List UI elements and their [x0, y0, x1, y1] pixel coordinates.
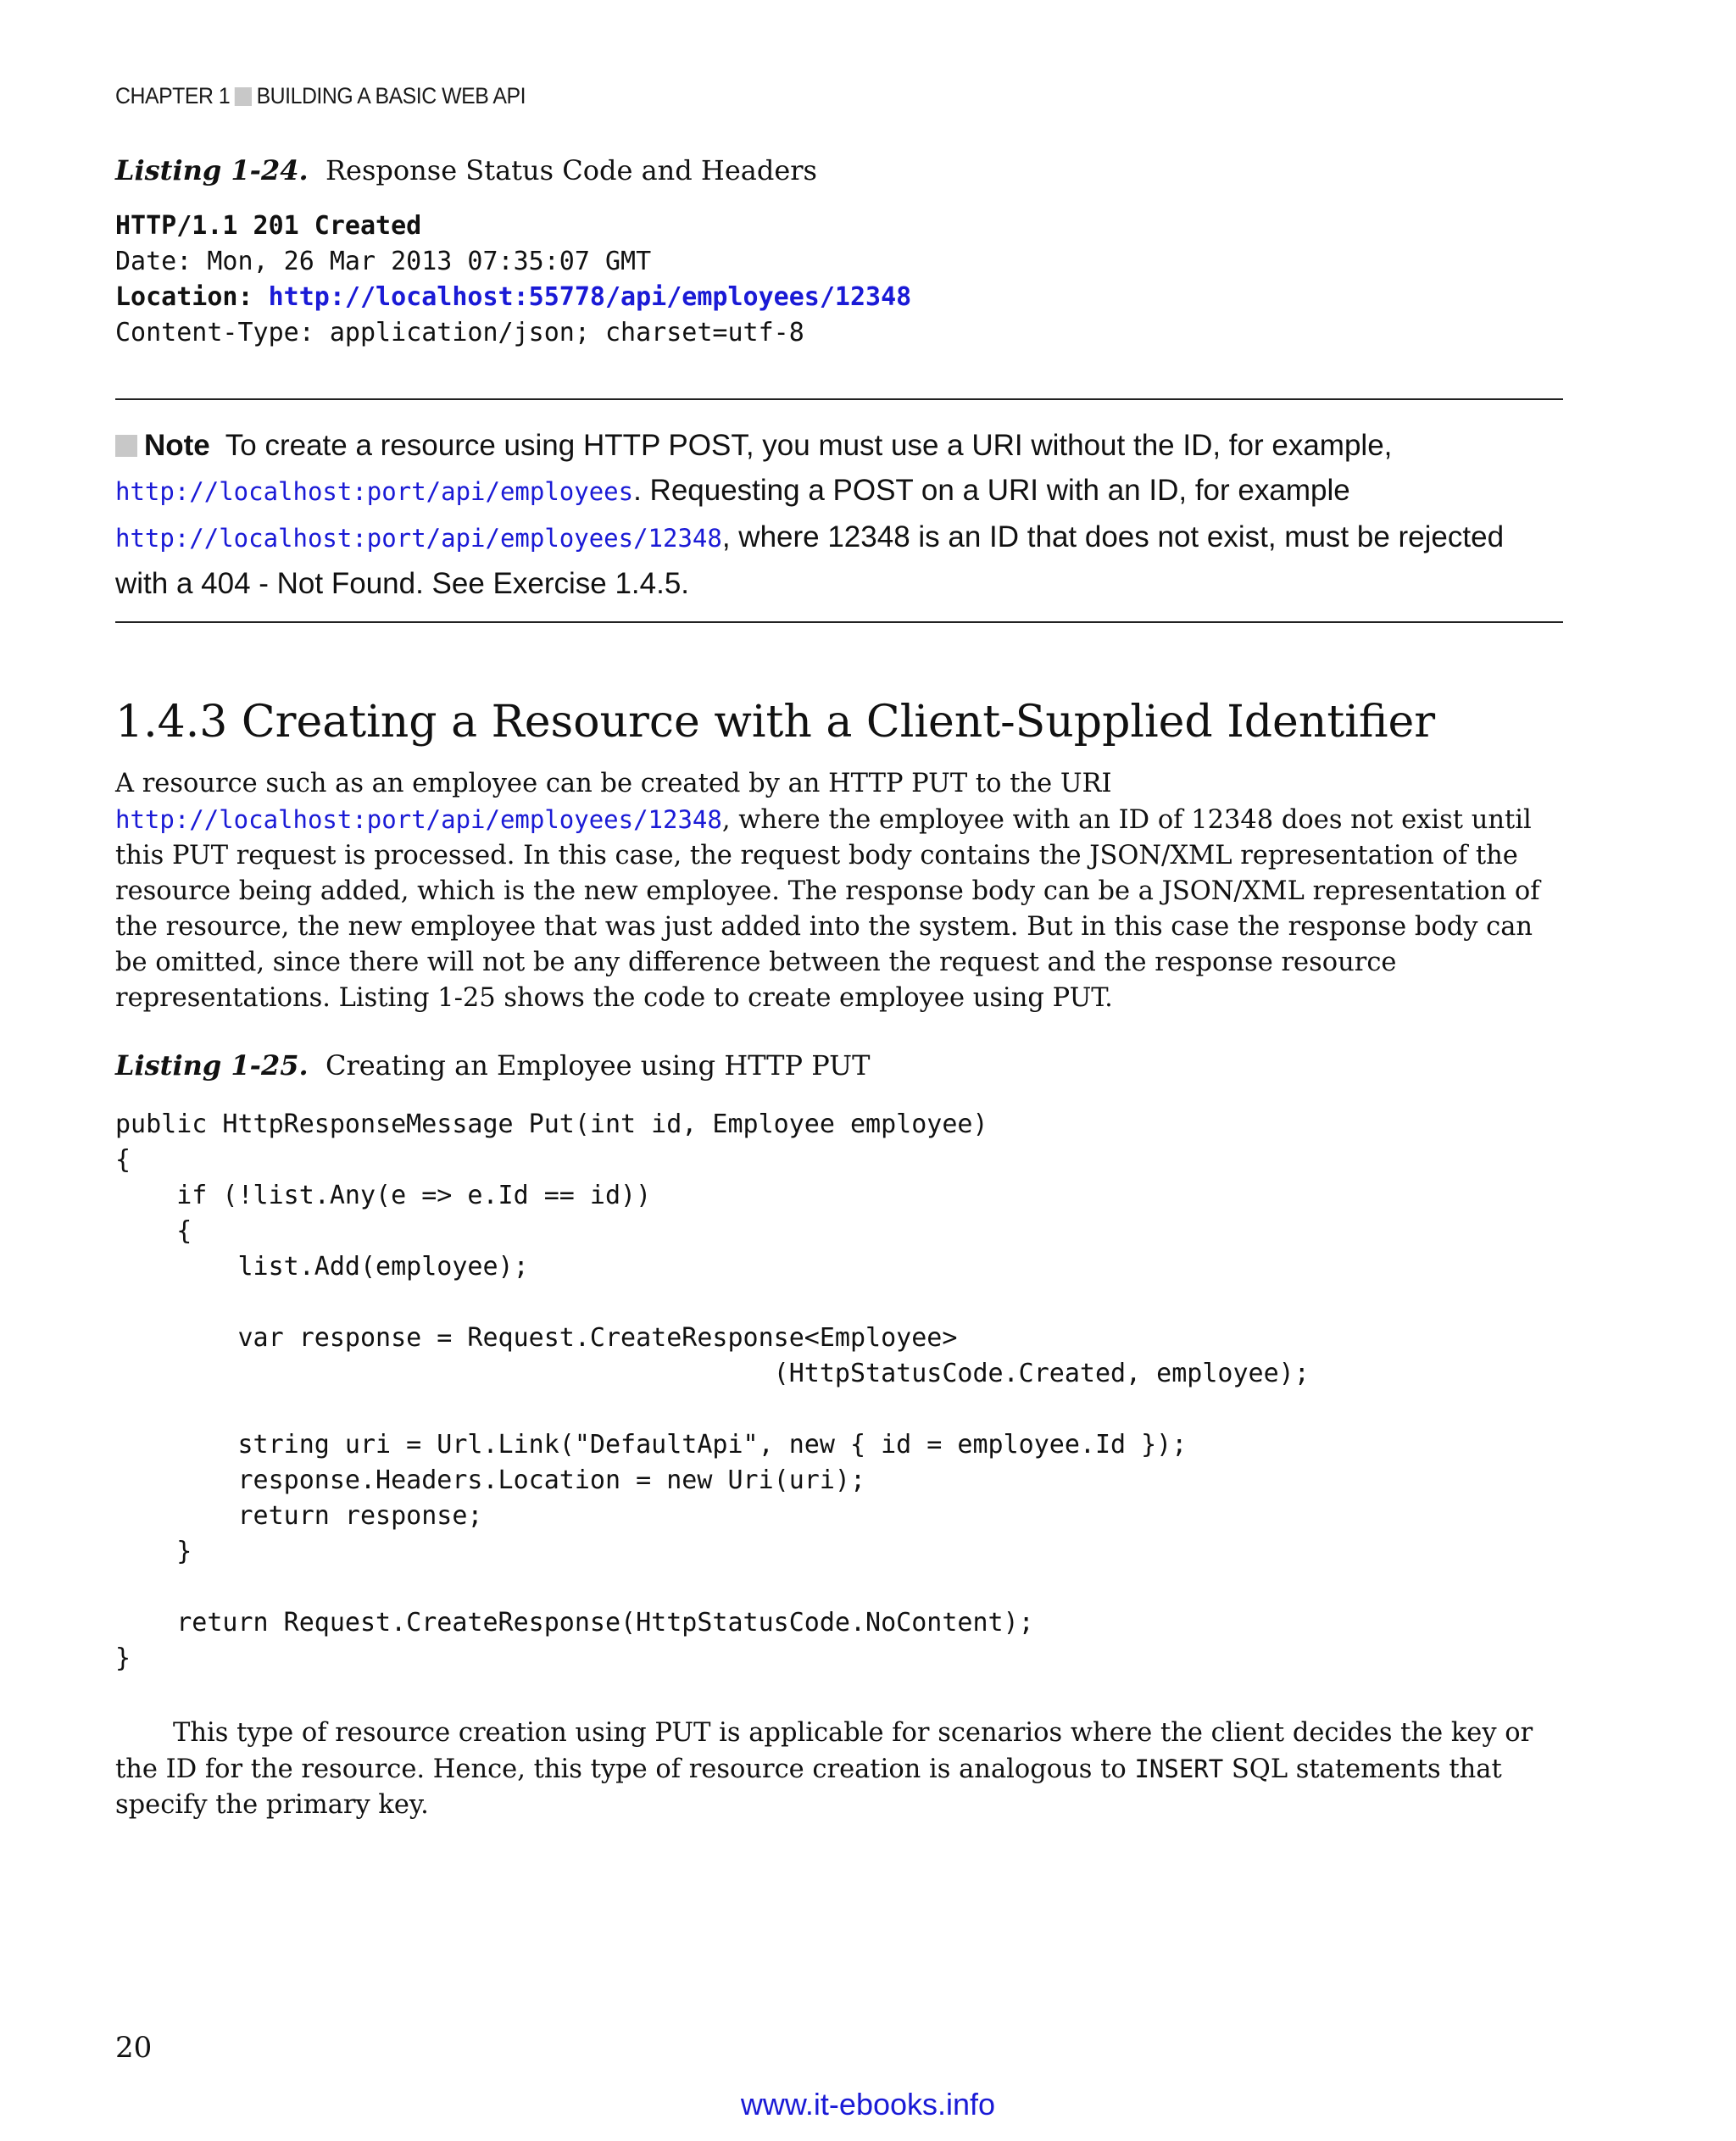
- note-text-2: . Requesting a POST on a URI with an ID, for example: [633, 474, 1350, 507]
- separator-square-icon: [235, 87, 252, 106]
- listing-24-code: [115, 209, 911, 351]
- listing-label: Listing 1-25.: [115, 1049, 309, 1082]
- listing-label: Listing 1-24.: [115, 154, 309, 186]
- running-header: [115, 83, 526, 109]
- page-number: 20: [115, 2031, 153, 2065]
- para-link[interactable]: http://localhost:port/api/employees/12348: [115, 805, 722, 834]
- chapter-label: CHAPTER 1: [115, 83, 231, 108]
- code-content-type-line: Content-Type: application/json; charset=utf-8: [115, 318, 804, 348]
- note-top-rule: [115, 398, 1563, 400]
- closing-text-b: SQL statements that specify the primary key.: [115, 1755, 1502, 1820]
- listing-title: Response Status Code and Headers: [325, 154, 817, 186]
- note-link-2[interactable]: http://localhost:port/api/employees/12348: [115, 524, 722, 553]
- listing-24-caption: [115, 154, 817, 186]
- note-text-3: , where 12348 is an ID that does not exist, must be rejected with a 404 - Not Found. See Exercise 1.4.5.: [115, 520, 1505, 600]
- code-status-line: HTTP/1.1 201 Created: [115, 211, 422, 241]
- note-box: [115, 423, 1563, 606]
- para-text-a: A resource such as an employee can be created by an HTTP PUT to the URI: [115, 769, 1112, 798]
- listing-25-code: public HttpResponseMessage Put(int id, Employee employee) { if (!list.Any(e => e.Id == id)) { list.Add(employee); var response = Request.CreateResponse<Employee> (HttpStatusCode.Created, employee); string uri = Url.Link("DefaultApi", new { id = employee.Id }); response.Headers.Location = new Uri(uri); return response; } return Request.CreateResponse(HttpStatusCode.NoContent); }: [115, 1109, 1310, 1673]
- footer-link[interactable]: www.it-ebooks.info: [740, 2087, 996, 2122]
- para-text-b: , where the employee with an ID of 12348 does not exist until this PUT request is processed. In this case, the request body contains the JSON/XML representation of the resource being added, which is the new employee. The response body can be a JSON/XML representation of the resource, the new employee that was just added into the system. But in this case the response body can be omitted, since there will not be any difference between the request and the response resource representations. Listing 1-25 shows the code to create employee using PUT.: [115, 805, 1540, 1013]
- listing-25-caption: [115, 1049, 870, 1082]
- code-date-line: Date: Mon, 26 Mar 2013 07:35:07 GMT: [115, 247, 652, 276]
- note-text-1: To create a resource using HTTP POST, you must use a URI without the ID, for example,: [225, 429, 1393, 462]
- note-square-icon: [115, 435, 137, 457]
- note-label: Note: [144, 429, 210, 462]
- note-link-1[interactable]: http://localhost:port/api/employees: [115, 477, 634, 506]
- listing-title: Creating an Employee using HTTP PUT: [325, 1049, 871, 1082]
- section-heading: 1.4.3 Creating a Resource with a Client-Supplied Identifier: [115, 697, 1436, 748]
- closing-mono-insert: INSERT: [1134, 1755, 1224, 1783]
- code-location-url: http://localhost:55778/api/employees/12348: [268, 282, 912, 312]
- closing-text-a: This type of resource creation using PUT is applicable for scenarios where the client decides the key or the ID for the resource. Hence, this type of resource creation is analogous to: [115, 1718, 1533, 1784]
- code-location-key: Location:: [115, 282, 253, 312]
- closing-paragraph: [115, 1716, 1566, 1823]
- section-paragraph: [115, 766, 1566, 1016]
- chapter-title: BUILDING A BASIC WEB API: [256, 83, 526, 108]
- note-bottom-rule: [115, 621, 1563, 623]
